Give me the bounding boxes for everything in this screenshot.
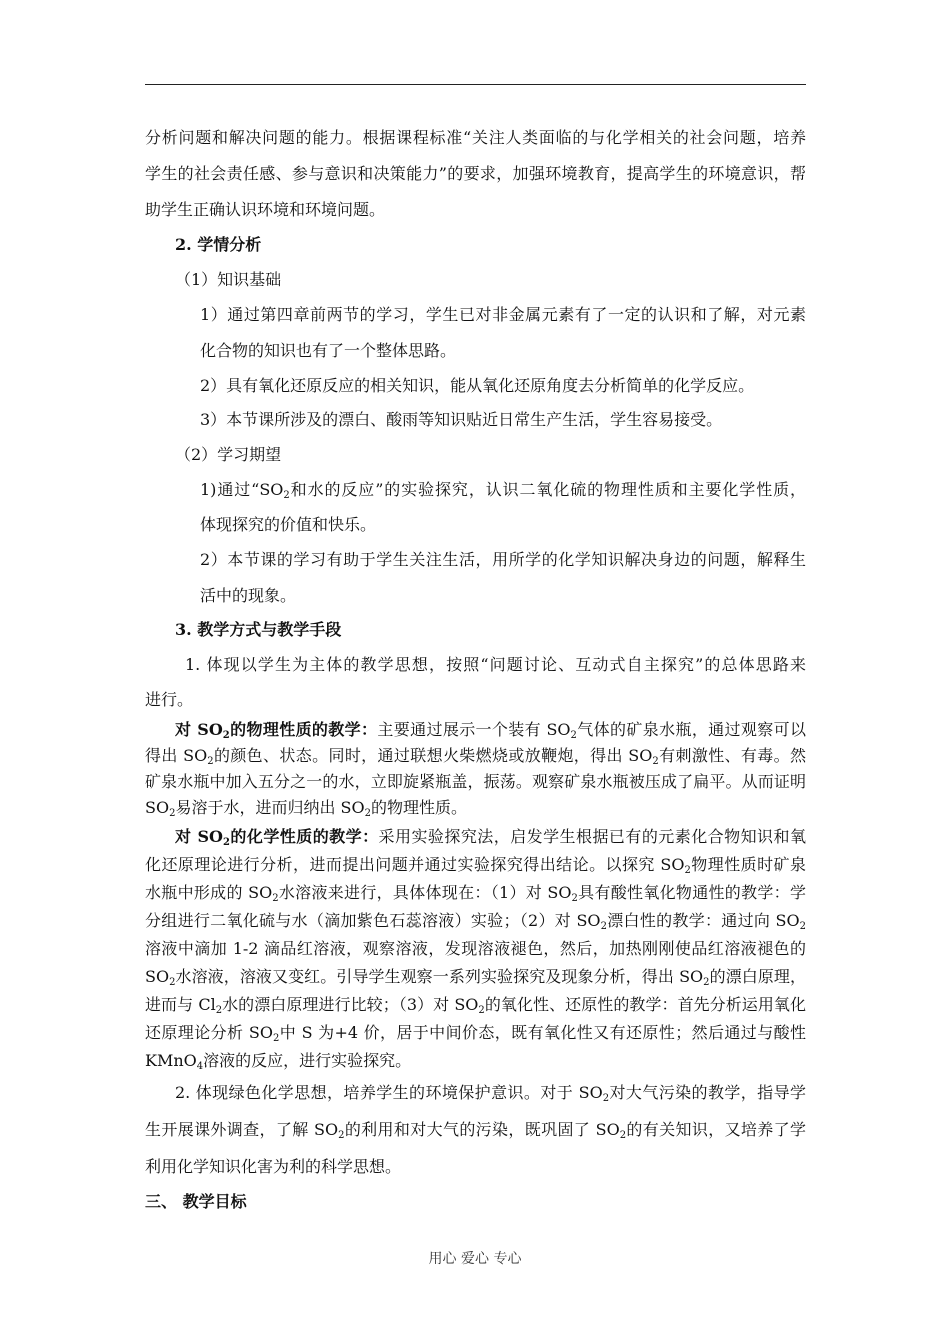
knowledge-item-1-cont: 化合物的知识也有了一个整体思路。 — [200, 341, 457, 360]
chemical-properties-label: 对 $SO_2$的化学性质的教学： — [175, 827, 379, 847]
expectation-item-2: 2）本节课的学习有助于学生关注生活，用所学的化学知识解决身边的问题，解释生 — [200, 550, 806, 569]
section-heading-learner-analysis: 2. 学情分析 — [175, 235, 262, 254]
expectation-item-1-cont: 体现探究的价值和快乐。 — [200, 515, 377, 534]
expectation-item-1: 1)通过“$SO_2$和水的反应”的实验探究，认识二氧化硫的物理性质和主要化学性质， — [200, 480, 806, 500]
intro-line-2: 学生的社会责任感、参与意识和决策能力”的要求，加强环境教育，提高学生的环境意识，帮 — [145, 164, 806, 183]
green-chemistry-line-2: 生开展课外调查，了解 $SO_2$的利用和对大气的污染，既巩固了 $SO_2$的有关知识，又培养了学 — [145, 1120, 806, 1140]
chemical-properties-line-1: 对 $SO_2$的化学性质的教学：采用实验探究法，启发学生根据已有的元素化合物知识和氧 — [175, 827, 806, 847]
chemical-properties-line-6: $SO_2$水溶液，溶液又变红。引导学生观察一系列实验探究及现象分析，得出 $SO_2$的漂白原理， — [145, 967, 806, 987]
knowledge-item-1: 1）通过第四章前两节的学习，学生已对非金属元素有了一定的认识和了解，对元素 — [200, 305, 806, 324]
intro-line-3: 助学生正确认识环境和环境问题。 — [145, 200, 386, 219]
chemical-properties-line-4: 分组进行二氧化硫与水（滴加紫色石蕊溶液）实验；（2）对 $SO_2$漂白性的教学：通过向 $SO_2$ — [145, 911, 806, 931]
knowledge-item-3: 3）本节课所涉及的漂白、酸雨等知识贴近日常生产生活，学生容易接受。 — [200, 410, 723, 429]
green-chemistry-line-3: 利用化学知识化害为利的科学思想。 — [145, 1157, 402, 1176]
page-footer: 用心 爱心 专心 — [428, 1251, 522, 1267]
chemical-properties-line-7: 进而与 $Cl_2$水的漂白原理进行比较；（3）对 $SO_2$的氧化性、还原性的教学：首先分析运用氧化 — [145, 995, 806, 1015]
chemical-properties-line-8: 还原理论分析 $SO_2$中 S 为+4 价，居于中间价态，既有氧化性又有还原性；然后通过与酸性 — [145, 1023, 806, 1043]
physical-properties-line-1: 对 $SO_2$的物理性质的教学：主要通过展示一个装有 $SO_2$气体的矿泉水瓶，通过观察可以 — [175, 720, 806, 740]
physical-properties-line-4: $SO_2$易溶于水，进而归纳出 $SO_2$的物理性质。 — [145, 798, 468, 819]
physical-properties-label: 对 $SO_2$的物理性质的教学： — [175, 720, 378, 740]
method-point-1: 1. 体现以学生为主体的教学思想，按照“问题讨论、互动式自主探究”的总体思路来 — [185, 655, 806, 674]
chemical-properties-line-3: 水瓶中形成的 $SO_2$水溶液来进行，具体体现在：（1）对 $SO_2$具有酸性氧化物通性的教学：学 — [145, 883, 806, 903]
expectation-item-2-cont: 活中的现象。 — [200, 586, 297, 605]
physical-properties-line-2: 得出 $SO_2$的颜色、状态。同时，通过联想火柴燃烧或放鞭炮，得出 $SO_2$有刺激性、有毒。然 — [145, 746, 806, 766]
chemical-properties-line-9: KMnO$_4$溶液的反应，进行实验探究。 — [145, 1051, 412, 1072]
knowledge-item-2: 2）具有氧化还原反应的相关知识，能从氧化还原角度去分析简单的化学反应。 — [200, 376, 755, 395]
green-chemistry-line-1: 2. 体现绿色化学思想，培养学生的环境保护意识。对于 $SO_2$对大气污染的教学，指导学 — [175, 1083, 806, 1103]
method-point-1-cont: 进行。 — [145, 690, 194, 709]
header-rule — [145, 84, 806, 85]
subheading-knowledge-base: （1）知识基础 — [175, 270, 282, 289]
physical-properties-line-3: 矿泉水瓶中加入五分之一的水，立即旋紧瓶盖，振荡。观察矿泉水瓶被压成了扁平。从而证明 — [145, 772, 806, 791]
intro-line-1: 分析问题和解决问题的能力。根据课程标准“关注人类面临的与化学相关的社会问题，培养 — [145, 128, 806, 147]
section-heading-teaching-methods: 3. 教学方式与教学手段 — [175, 620, 342, 639]
chemical-properties-line-2: 化还原理论进行分析，进而提出问题并通过实验探究得出结论。以探究 $SO_2$物理性质时矿泉 — [145, 855, 806, 875]
section-heading-teaching-objectives: 三、 教学目标 — [145, 1192, 247, 1211]
subheading-learning-expectation: （2）学习期望 — [175, 445, 282, 464]
chemical-properties-line-5: 溶液中滴加 1-2 滴品红溶液，观察溶液，发现溶液褪色，然后，加热刚刚使品红溶液褪色的 — [145, 939, 806, 958]
